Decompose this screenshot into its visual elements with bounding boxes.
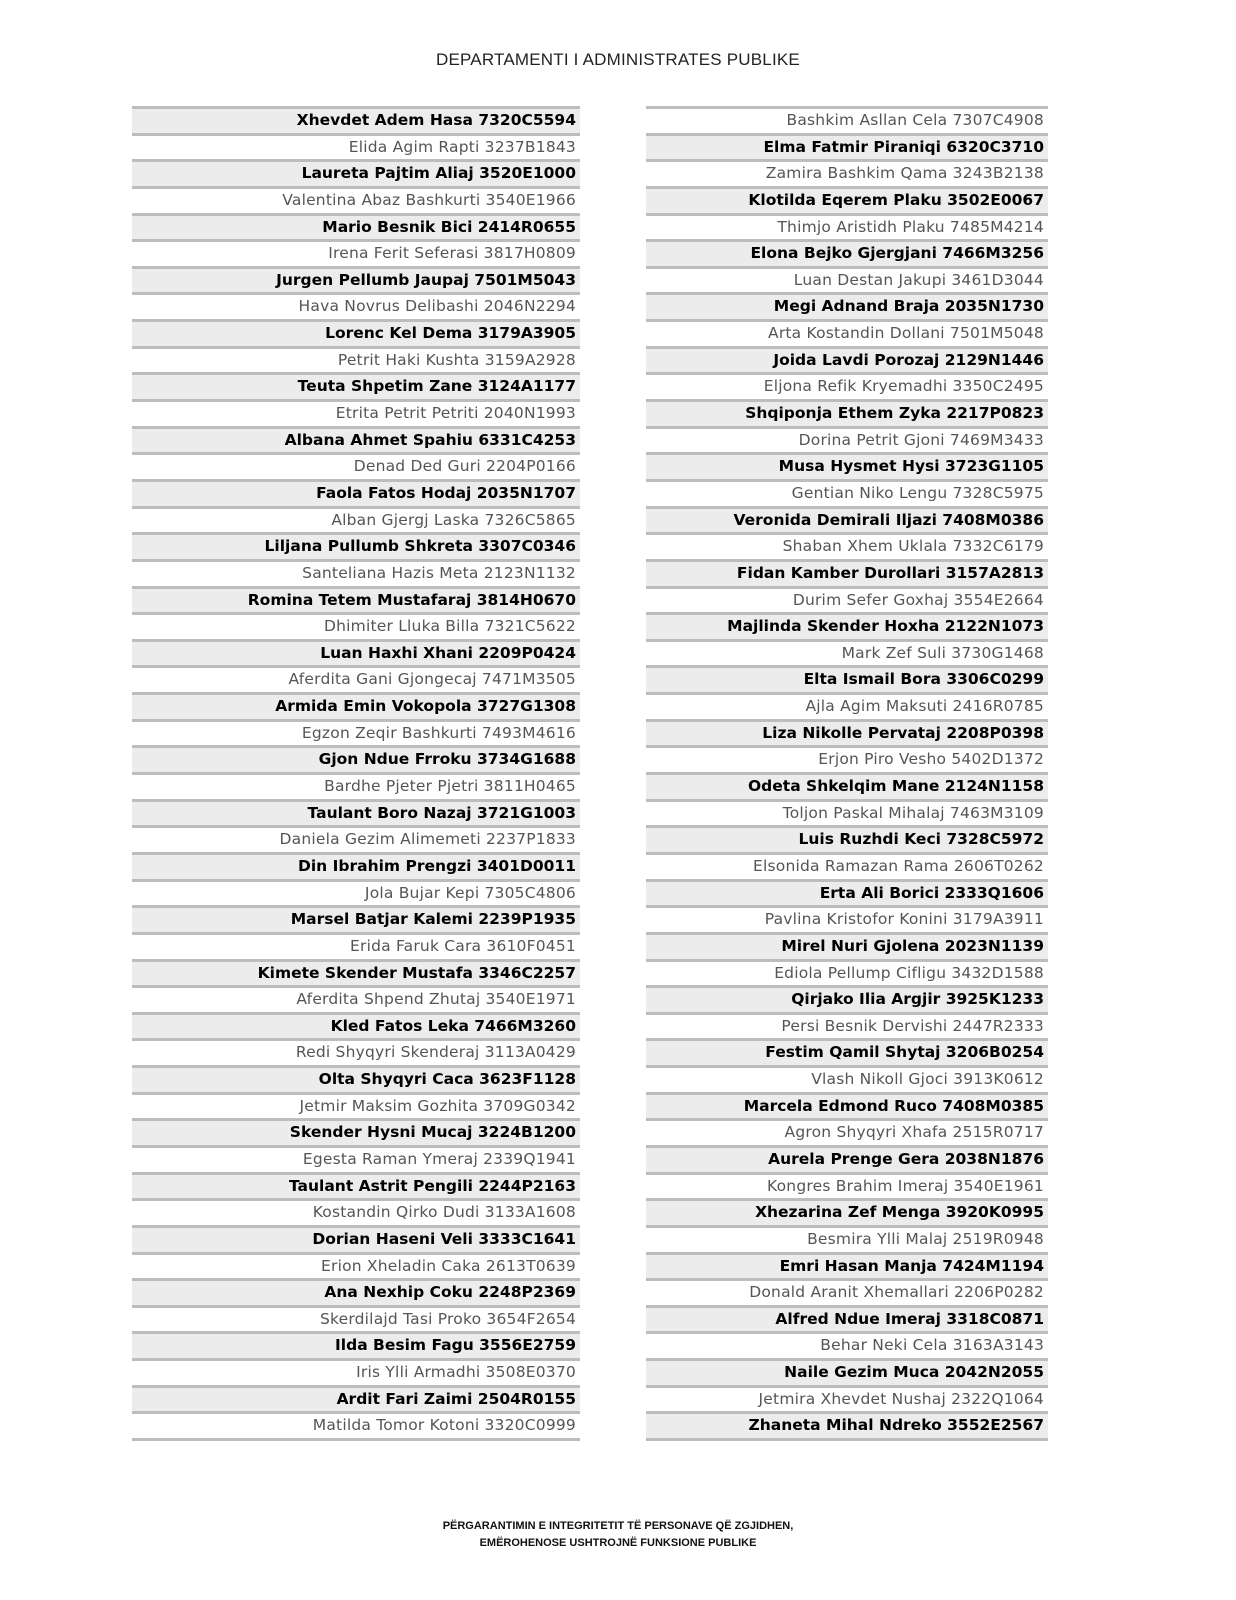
list-item: Aferdita Shpend Zhutaj 3540E1971 — [132, 985, 580, 1012]
list-item: Luan Haxhi Xhani 2209P0424 — [132, 639, 580, 666]
list-item: Din Ibrahim Prengzi 3401D0011 — [132, 852, 580, 879]
list-item: Zhaneta Mihal Ndreko 3552E2567 — [646, 1411, 1048, 1438]
list-item: Pavlina Kristofor Konini 3179A3911 — [646, 905, 1048, 932]
list-item: Gjon Ndue Frroku 3734G1688 — [132, 745, 580, 772]
list-item: Faola Fatos Hodaj 2035N1707 — [132, 479, 580, 506]
list-item: Durim Sefer Goxhaj 3554E2664 — [646, 586, 1048, 613]
list-item: Taulant Astrit Pengili 2244P2163 — [132, 1172, 580, 1199]
list-item: Ediola Pellump Cifligu 3432D1588 — [646, 959, 1048, 986]
list-item: Daniela Gezim Alimemeti 2237P1833 — [132, 825, 580, 852]
list-item: Erta Ali Borici 2333Q1606 — [646, 879, 1048, 906]
list-item: Majlinda Skender Hoxha 2122N1073 — [646, 612, 1048, 639]
footer-line-1: PËRGARANTIMIN E INTEGRITETIT TË PERSONAVE QË ZGJIDHEN, — [442, 1520, 794, 1532]
list-item: Erjon Piro Vesho 5402D1372 — [646, 745, 1048, 772]
list-item: Xhezarina Zef Menga 3920K0995 — [646, 1198, 1048, 1225]
list-item: Ana Nexhip Coku 2248P2369 — [132, 1278, 580, 1305]
list-item: Albana Ahmet Spahiu 6331C4253 — [132, 426, 580, 453]
list-item: Vlash Nikoll Gjoci 3913K0612 — [646, 1065, 1048, 1092]
list-item: Emri Hasan Manja 7424M1194 — [646, 1252, 1048, 1279]
list-item: Klotilda Eqerem Plaku 3502E0067 — [646, 186, 1048, 213]
list-item: Arta Kostandin Dollani 7501M5048 — [646, 319, 1048, 346]
list-item: Matilda Tomor Kotoni 3320C0999 — [132, 1411, 580, 1438]
list-item: Skerdilajd Tasi Proko 3654F2654 — [132, 1305, 580, 1332]
list-item: Kimete Skender Mustafa 3346C2257 — [132, 959, 580, 986]
list-item: Lorenc Kel Dema 3179A3905 — [132, 319, 580, 346]
list-item: Mario Besnik Bici 2414R0655 — [132, 213, 580, 240]
list-item: Gentian Niko Lengu 7328C5975 — [646, 479, 1048, 506]
list-item: Petrit Haki Kushta 3159A2928 — [132, 346, 580, 373]
list-item: Elsonida Ramazan Rama 2606T0262 — [646, 852, 1048, 879]
list-item: Megi Adnand Braja 2035N1730 — [646, 292, 1048, 319]
list-item: Jetmira Xhevdet Nushaj 2322Q1064 — [646, 1385, 1048, 1412]
list-item: Bardhe Pjeter Pjetri 3811H0465 — [132, 772, 580, 799]
list-item: Elma Fatmir Piraniqi 6320C3710 — [646, 133, 1048, 160]
list-item: Laureta Pajtim Aliaj 3520E1000 — [132, 159, 580, 186]
list-item: Aferdita Gani Gjongecaj 7471M3505 — [132, 665, 580, 692]
list-item: Romina Tetem Mustafaraj 3814H0670 — [132, 586, 580, 613]
list-item: Joida Lavdi Porozaj 2129N1446 — [646, 346, 1048, 373]
list-item: Jurgen Pellumb Jaupaj 7501M5043 — [132, 266, 580, 293]
list-item: Elta Ismail Bora 3306C0299 — [646, 665, 1048, 692]
list-item: Fidan Kamber Durollari 3157A2813 — [646, 559, 1048, 586]
list-item: Erion Xheladin Caka 2613T0639 — [132, 1252, 580, 1279]
list-item: Eljona Refik Kryemadhi 3350C2495 — [646, 372, 1048, 399]
list-item: Taulant Boro Nazaj 3721G1003 — [132, 799, 580, 826]
list-item: Bashkim Asllan Cela 7307C4908 — [646, 106, 1048, 133]
list-item: Teuta Shpetim Zane 3124A1177 — [132, 372, 580, 399]
list-item: Marsel Batjar Kalemi 2239P1935 — [132, 905, 580, 932]
column-bottom-rule — [132, 1438, 580, 1441]
list-item: Agron Shyqyri Xhafa 2515R0717 — [646, 1118, 1048, 1145]
list-item: Ardit Fari Zaimi 2504R0155 — [132, 1385, 580, 1412]
list-item: Naile Gezim Muca 2042N2055 — [646, 1358, 1048, 1385]
list-item: Olta Shyqyri Caca 3623F1128 — [132, 1065, 580, 1092]
list-item: Shaban Xhem Uklala 7332C6179 — [646, 532, 1048, 559]
list-item: Skender Hysni Mucaj 3224B1200 — [132, 1118, 580, 1145]
list-item: Veronida Demirali Iljazi 7408M0386 — [646, 506, 1048, 533]
list-item: Erida Faruk Cara 3610F0451 — [132, 932, 580, 959]
list-item: Liza Nikolle Pervataj 2208P0398 — [646, 719, 1048, 746]
footer-line-2: EMËROHENOSE USHTROJNË FUNKSIONE PUBLIKE — [479, 1537, 757, 1549]
list-item: Iris Ylli Armadhi 3508E0370 — [132, 1358, 580, 1385]
list-item: Kled Fatos Leka 7466M3260 — [132, 1012, 580, 1039]
list-item: Etrita Petrit Petriti 2040N1993 — [132, 399, 580, 426]
list-item: Jola Bujar Kepi 7305C4806 — [132, 879, 580, 906]
page-title: DEPARTAMENTI I ADMINISTRATES PUBLIKE — [436, 50, 800, 69]
list-item: Dorian Haseni Veli 3333C1641 — [132, 1225, 580, 1252]
list-item: Alban Gjergj Laska 7326C5865 — [132, 506, 580, 533]
list-item: Thimjo Aristidh Plaku 7485M4214 — [646, 213, 1048, 240]
list-item: Ilda Besim Fagu 3556E2759 — [132, 1331, 580, 1358]
list-item: Festim Qamil Shytaj 3206B0254 — [646, 1038, 1048, 1065]
list-item: Zamira Bashkim Qama 3243B2138 — [646, 159, 1048, 186]
page-footer — [0, 1518, 1236, 1552]
list-item: Armida Emin Vokopola 3727G1308 — [132, 692, 580, 719]
list-item: Odeta Shkelqim Mane 2124N1158 — [646, 772, 1048, 799]
right-name-column — [646, 106, 1048, 1441]
list-item: Liljana Pullumb Shkreta 3307C0346 — [132, 532, 580, 559]
list-item: Marcela Edmond Ruco 7408M0385 — [646, 1092, 1048, 1119]
list-item: Hava Novrus Delibashi 2046N2294 — [132, 292, 580, 319]
left-name-column — [132, 106, 580, 1441]
column-bottom-rule — [646, 1438, 1048, 1441]
list-item: Redi Shyqyri Skenderaj 3113A0429 — [132, 1038, 580, 1065]
list-item: Persi Besnik Dervishi 2447R2333 — [646, 1012, 1048, 1039]
list-item: Dhimiter Lluka Billa 7321C5622 — [132, 612, 580, 639]
list-item: Luis Ruzhdi Keci 7328C5972 — [646, 825, 1048, 852]
list-item: Egzon Zeqir Bashkurti 7493M4616 — [132, 719, 580, 746]
list-item: Toljon Paskal Mihalaj 7463M3109 — [646, 799, 1048, 826]
list-item: Donald Aranit Xhemallari 2206P0282 — [646, 1278, 1048, 1305]
list-item: Kongres Brahim Imeraj 3540E1961 — [646, 1172, 1048, 1199]
list-item: Ajla Agim Maksuti 2416R0785 — [646, 692, 1048, 719]
list-item: Egesta Raman Ymeraj 2339Q1941 — [132, 1145, 580, 1172]
list-item: Santeliana Hazis Meta 2123N1132 — [132, 559, 580, 586]
list-item: Qirjako Ilia Argjir 3925K1233 — [646, 985, 1048, 1012]
list-item: Xhevdet Adem Hasa 7320C5594 — [132, 106, 580, 133]
list-item: Elona Bejko Gjergjani 7466M3256 — [646, 239, 1048, 266]
list-item: Shqiponja Ethem Zyka 2217P0823 — [646, 399, 1048, 426]
list-item: Musa Hysmet Hysi 3723G1105 — [646, 452, 1048, 479]
list-item: Denad Ded Guri 2204P0166 — [132, 452, 580, 479]
list-item: Luan Destan Jakupi 3461D3044 — [646, 266, 1048, 293]
list-item: Valentina Abaz Bashkurti 3540E1966 — [132, 186, 580, 213]
list-item: Kostandin Qirko Dudi 3133A1608 — [132, 1198, 580, 1225]
list-item: Behar Neki Cela 3163A3143 — [646, 1331, 1048, 1358]
list-item: Dorina Petrit Gjoni 7469M3433 — [646, 426, 1048, 453]
list-item: Alfred Ndue Imeraj 3318C0871 — [646, 1305, 1048, 1332]
list-item: Mirel Nuri Gjolena 2023N1139 — [646, 932, 1048, 959]
list-item: Elida Agim Rapti 3237B1843 — [132, 133, 580, 160]
list-item: Irena Ferit Seferasi 3817H0809 — [132, 239, 580, 266]
list-item: Mark Zef Suli 3730G1468 — [646, 639, 1048, 666]
list-item: Aurela Prenge Gera 2038N1876 — [646, 1145, 1048, 1172]
list-item: Jetmir Maksim Gozhita 3709G0342 — [132, 1092, 580, 1119]
list-item: Besmira Ylli Malaj 2519R0948 — [646, 1225, 1048, 1252]
